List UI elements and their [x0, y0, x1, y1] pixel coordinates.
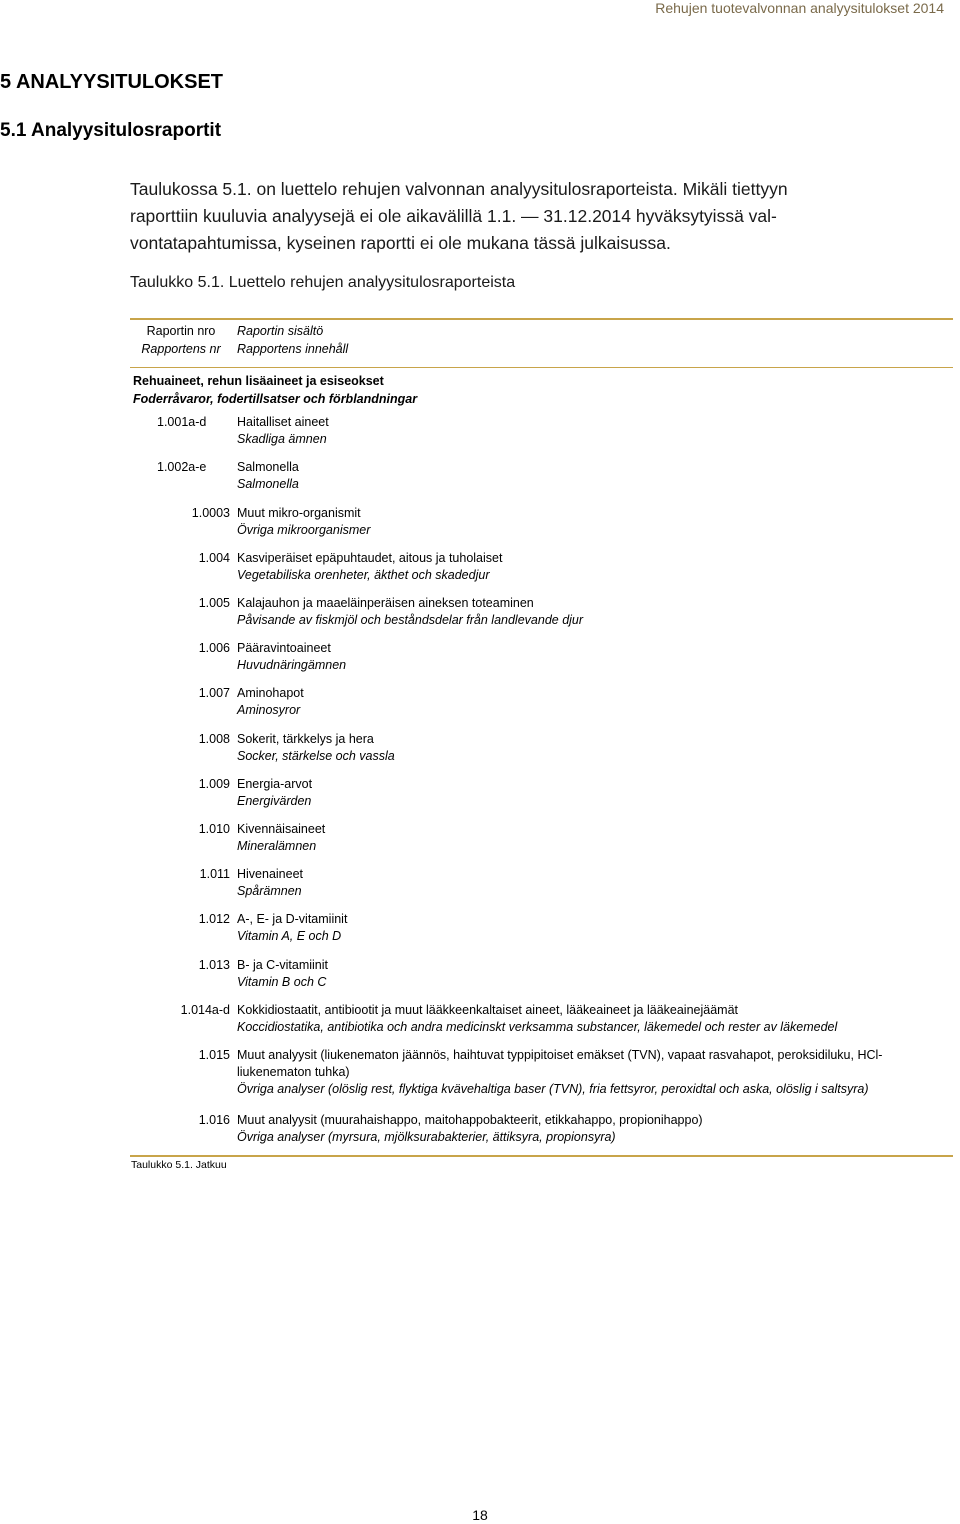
report-number: 1.002a-e	[157, 460, 207, 474]
report-title-fi: Kivennäisaineet	[237, 822, 326, 836]
section-title-fi: Rehuaineet, rehun lisäaineet ja esiseokset	[133, 374, 384, 388]
report-title-sv: Övriga mikroorganismer	[237, 523, 371, 537]
report-title-sv: Påvisande av fiskmjöl och beståndsdelar från landlevande djur	[237, 613, 584, 627]
report-number: 1.005	[198, 596, 230, 610]
report-title-fi: Aminohapot	[237, 686, 304, 700]
report-title-fi: Salmonella	[237, 460, 299, 474]
table-continued-note: Taulukko 5.1. Jatkuu	[131, 1159, 227, 1171]
report-title-fi-continued: liukenematon tuhka)	[237, 1065, 350, 1079]
report-title-sv: Huvudnäringämnen	[237, 658, 347, 672]
column-header-number-fi: Raportin nro	[146, 324, 216, 338]
report-title-fi: Muut analyysit (muurahaishappo, maitohappobakteerit, etikkahappo, propionihappo)	[237, 1113, 703, 1127]
report-number: 1.0003	[191, 506, 230, 520]
report-title-sv: Koccidiostatika, antibiotika och andra medicinskt verksamma substancer, läkemedel och rester av läkemedel	[237, 1020, 838, 1034]
report-title-fi: Muut mikro-organismit	[237, 506, 361, 520]
column-header-content-sv: Rapportens innehåll	[237, 342, 349, 356]
report-number: 1.015	[198, 1048, 230, 1062]
report-title-fi: A-, E- ja D-vitamiinit	[237, 912, 348, 926]
section-title-sv: Foderråvaror, fodertillsatser och förblandningar	[133, 392, 418, 406]
intro-line: vontatapahtumissa, kyseinen raportti ei ole mukana tässä julkaisussa.	[130, 233, 671, 253]
report-number: 1.012	[198, 912, 230, 926]
report-title-sv: Mineralämnen	[237, 839, 317, 853]
report-title-fi: Hivenaineet	[237, 867, 304, 881]
report-title-fi: Haitalliset aineet	[237, 415, 329, 429]
report-title-fi: Kalajauhon ja maaeläinperäisen aineksen toteaminen	[237, 596, 534, 610]
chapter-heading: 5 ANALYYSITULOKSET	[0, 71, 223, 93]
intro-line: raporttiin kuuluvia analyysejä ei ole aikavälillä 1.1. — 31.12.2014 hyväksytyissä val-	[130, 206, 777, 226]
report-number: 1.004	[198, 551, 230, 565]
intro-paragraph	[130, 176, 950, 257]
report-number: 1.011	[199, 867, 230, 881]
report-title-sv: Energivärden	[237, 794, 312, 808]
report-number: 1.013	[198, 958, 230, 972]
report-title-sv: Salmonella	[237, 477, 299, 491]
report-title-sv: Vitamin B och C	[237, 975, 327, 989]
report-number: 1.016	[198, 1113, 230, 1127]
table-top-rule	[130, 318, 953, 320]
report-title-fi: Energia-arvot	[237, 777, 313, 791]
report-number: 1.007	[198, 686, 230, 700]
column-header-content	[237, 322, 348, 358]
page-number: 18	[472, 1507, 488, 1523]
report-title-fi: Sokerit, tärkkelys ja hera	[237, 732, 374, 746]
section-heading: 5.1 Analyysitulosraportit	[0, 120, 222, 141]
report-number: 1.014a-d	[180, 1003, 230, 1017]
report-title-fi: Muut analyysit (liukenematon jäännös, haihtuvat typpipitoiset emäkset (TVN), vapaat rasvahapot, peroksidiluku, HCl-	[237, 1048, 883, 1062]
report-title-sv: Övriga analyser (olöslig rest, flyktiga kvävehaltiga baser (TVN), fria fettsyror, peroxidtal och aska, olöslig i saltsyra)	[237, 1082, 869, 1096]
table-header-rule	[130, 367, 953, 368]
report-number: 1.010	[198, 822, 230, 836]
report-title-sv: Skadliga ämnen	[237, 432, 327, 446]
report-title-sv: Aminosyror	[237, 703, 301, 717]
report-title-sv: Vitamin A, E och D	[237, 929, 342, 943]
report-title-sv: Socker, stärkelse och vassla	[237, 749, 395, 763]
report-title-fi: B- ja C-vitamiinit	[237, 958, 328, 972]
report-number: 1.001a-d	[157, 415, 207, 429]
column-header-number	[136, 322, 226, 358]
report-number: 1.009	[198, 777, 230, 791]
column-header-content-fi: Raportin sisältö	[237, 324, 324, 338]
column-header-number-sv: Rapportens nr	[141, 342, 221, 356]
running-header: Rehujen tuotevalvonnan analyysitulokset 2014	[655, 0, 944, 16]
report-title-fi: Pääravintoaineet	[237, 641, 331, 655]
report-title-fi: Kokkidiostaatit, antibiootit ja muut lääkkeenkaltaiset aineet, lääkeaineet ja lääkeainejäämät	[237, 1003, 739, 1017]
table-section-title	[133, 372, 417, 408]
intro-line: Taulukossa 5.1. on luettelo rehujen valvonnan analyysitulosraporteista. Mikäli tiettyyn	[130, 179, 788, 199]
report-title-fi: Kasviperäiset epäpuhtaudet, aitous ja tuholaiset	[237, 551, 503, 565]
report-number: 1.006	[198, 641, 230, 655]
report-title-sv: Vegetabiliska orenheter, äkthet och skadedjur	[237, 568, 490, 582]
table-bottom-rule	[130, 1155, 953, 1157]
report-title-sv: Spårämnen	[237, 884, 302, 898]
report-title-sv: Övriga analyser (myrsura, mjölksurabakterier, ättiksyra, propionsyra)	[237, 1130, 616, 1144]
report-number: 1.008	[198, 732, 230, 746]
table-caption: Taulukko 5.1. Luettelo rehujen analyysitulosraporteista	[130, 274, 516, 291]
